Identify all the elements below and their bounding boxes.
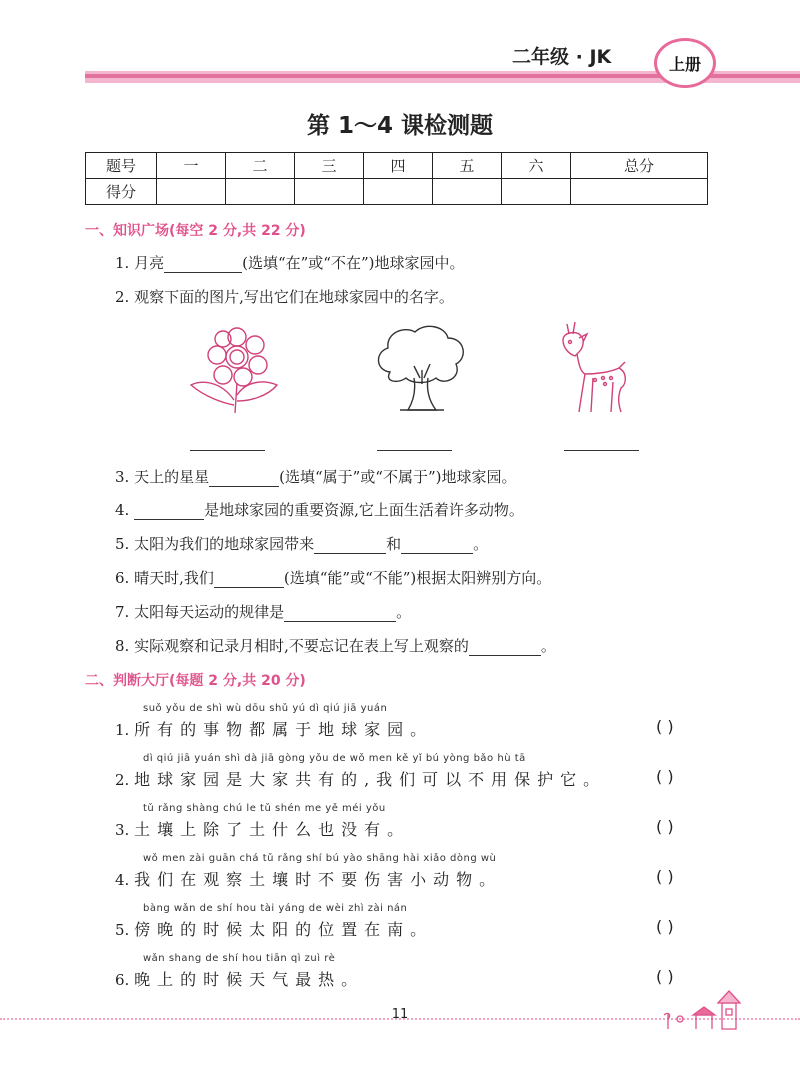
page-number: 11 bbox=[391, 1007, 409, 1022]
pinyin-line: wǒ men zài guān chá tǔ rǎng shí bú yào shāng hài xiǎo dòng wù bbox=[143, 853, 497, 864]
question-text: 是地球家园的重要资源,它上面生活着许多动物。 bbox=[204, 501, 524, 519]
question-text: 天上的星星 bbox=[134, 468, 210, 486]
pinyin-line: suǒ yǒu de shì wù dōu shǔ yú dì qiú jiā yuán bbox=[143, 703, 388, 714]
question-number: 5. bbox=[115, 535, 130, 553]
question-text: 我们在观察土壤时不要伤害小动物。 bbox=[134, 870, 503, 889]
question-text: 。 bbox=[473, 535, 489, 553]
answer-blank[interactable] bbox=[209, 470, 279, 487]
score-cell[interactable] bbox=[295, 179, 364, 205]
pinyin-line: tǔ rǎng shàng chú le tǔ shén me yě méi yǒu bbox=[143, 803, 386, 814]
question-8 bbox=[115, 635, 556, 656]
answer-blank[interactable] bbox=[164, 256, 242, 273]
question-text: 。 bbox=[540, 637, 556, 655]
score-table-header-row bbox=[86, 153, 708, 179]
question-text: 晴天时,我们 bbox=[134, 569, 214, 587]
section1-heading: 一、知识广场(每空 2 分,共 22 分) bbox=[85, 223, 306, 239]
question-number: 4. bbox=[115, 871, 130, 889]
answer-blank-tree[interactable] bbox=[377, 448, 452, 451]
volume-badge: 上册 bbox=[654, 38, 716, 88]
answer-parentheses[interactable]: ( ) bbox=[656, 867, 674, 886]
question-text: 傍晚的时候太阳的位置在南。 bbox=[134, 920, 434, 939]
score-cell[interactable] bbox=[502, 179, 571, 205]
question-number: 4. bbox=[115, 501, 130, 519]
score-table-score-row bbox=[86, 179, 708, 205]
question-number: 1. bbox=[115, 254, 130, 272]
question-text: 和 bbox=[386, 535, 402, 553]
question-text: (选填“在”或“不在”)地球家园中。 bbox=[242, 254, 465, 272]
question-number: 7. bbox=[115, 603, 130, 621]
question-6 bbox=[115, 567, 551, 588]
judgment-item-5 bbox=[115, 917, 433, 940]
answer-blank-deer[interactable] bbox=[564, 448, 639, 451]
table-cell: 一 bbox=[157, 153, 226, 179]
score-cell[interactable] bbox=[157, 179, 226, 205]
question-text: 所有的事物都属于地球家园。 bbox=[134, 720, 434, 739]
table-cell: 六 bbox=[502, 153, 571, 179]
judgment-item-6 bbox=[115, 967, 364, 990]
grade-label: 二年级 · JK bbox=[512, 46, 612, 68]
question-text: 太阳为我们的地球家园带来 bbox=[134, 535, 315, 553]
question-5 bbox=[115, 533, 488, 554]
judgment-item-1 bbox=[115, 717, 433, 740]
section2-heading: 二、判断大厅(每题 2 分,共 20 分) bbox=[85, 673, 306, 689]
answer-blank[interactable] bbox=[469, 639, 541, 656]
table-cell: 三 bbox=[295, 153, 364, 179]
table-cell: 总分 bbox=[571, 153, 708, 179]
judgment-item-3 bbox=[115, 817, 410, 840]
question-number: 5. bbox=[115, 921, 130, 939]
answer-blank[interactable] bbox=[401, 537, 473, 554]
question-number: 6. bbox=[115, 569, 130, 587]
score-cell[interactable] bbox=[433, 179, 502, 205]
question-text: 。 bbox=[396, 603, 412, 621]
question-text: 观察下面的图片,写出它们在地球家园中的名字。 bbox=[134, 288, 454, 306]
judgment-item-2 bbox=[115, 767, 606, 790]
question-number: 2. bbox=[115, 288, 130, 306]
pinyin-line: dì qiú jiā yuán shì dà jiā gòng yǒu de wǒ men kě yǐ bú yòng bǎo hù tā bbox=[143, 753, 526, 764]
flower-illustration bbox=[185, 325, 285, 415]
answer-parentheses[interactable]: ( ) bbox=[656, 967, 674, 986]
question-1 bbox=[115, 252, 465, 273]
answer-blank-flower[interactable] bbox=[190, 448, 265, 451]
question-number: 3. bbox=[115, 821, 130, 839]
question-number: 1. bbox=[115, 721, 130, 739]
score-cell[interactable] bbox=[571, 179, 708, 205]
table-cell: 题号 bbox=[86, 153, 157, 179]
answer-blank[interactable] bbox=[314, 537, 386, 554]
question-text: 月亮 bbox=[134, 254, 165, 272]
question-number: 3. bbox=[115, 468, 130, 486]
pinyin-line: wǎn shang de shí hou tiān qì zuì rè bbox=[143, 953, 336, 964]
answer-parentheses[interactable]: ( ) bbox=[656, 767, 674, 786]
pinyin-line: bàng wǎn de shí hou tài yáng de wèi zhì zài nán bbox=[143, 903, 408, 914]
table-cell: 五 bbox=[433, 153, 502, 179]
score-cell[interactable] bbox=[226, 179, 295, 205]
question-number: 8. bbox=[115, 637, 130, 655]
footer-house-decoration-icon bbox=[660, 985, 750, 1035]
question-7 bbox=[115, 601, 411, 622]
question-2 bbox=[115, 286, 454, 307]
question-4 bbox=[115, 499, 524, 520]
question-3 bbox=[115, 466, 517, 487]
question-number: 6. bbox=[115, 971, 130, 989]
answer-blank[interactable] bbox=[134, 503, 204, 520]
answer-parentheses[interactable]: ( ) bbox=[656, 917, 674, 936]
deer-illustration bbox=[555, 318, 635, 416]
answer-parentheses[interactable]: ( ) bbox=[656, 817, 674, 836]
table-cell: 四 bbox=[364, 153, 433, 179]
answer-blank[interactable] bbox=[284, 605, 396, 622]
table-cell: 二 bbox=[226, 153, 295, 179]
judgment-item-4 bbox=[115, 867, 502, 890]
question-number: 2. bbox=[115, 771, 130, 789]
score-cell[interactable] bbox=[364, 179, 433, 205]
question-text: 太阳每天运动的规律是 bbox=[134, 603, 285, 621]
question-text: 晚上的时候天气最热。 bbox=[134, 970, 365, 989]
answer-parentheses[interactable]: ( ) bbox=[656, 717, 674, 736]
question-text: 土壤上除了土什么也没有。 bbox=[134, 820, 411, 839]
question-text: 实际观察和记录月相时,不要忘记在表上写上观察的 bbox=[134, 637, 469, 655]
question-text: (选填“能”或“不能”)根据太阳辨别方向。 bbox=[283, 569, 552, 587]
page-title: 第 1～4 课检测题 bbox=[306, 113, 494, 139]
tree-illustration bbox=[370, 322, 470, 414]
score-table bbox=[85, 152, 708, 205]
answer-blank[interactable] bbox=[214, 571, 284, 588]
table-cell: 得分 bbox=[86, 179, 157, 205]
question-text: (选填“属于”或“不属于”)地球家园。 bbox=[279, 468, 517, 486]
question-text: 地球家园是大家共有的,我们可以不用保护它。 bbox=[134, 770, 607, 789]
